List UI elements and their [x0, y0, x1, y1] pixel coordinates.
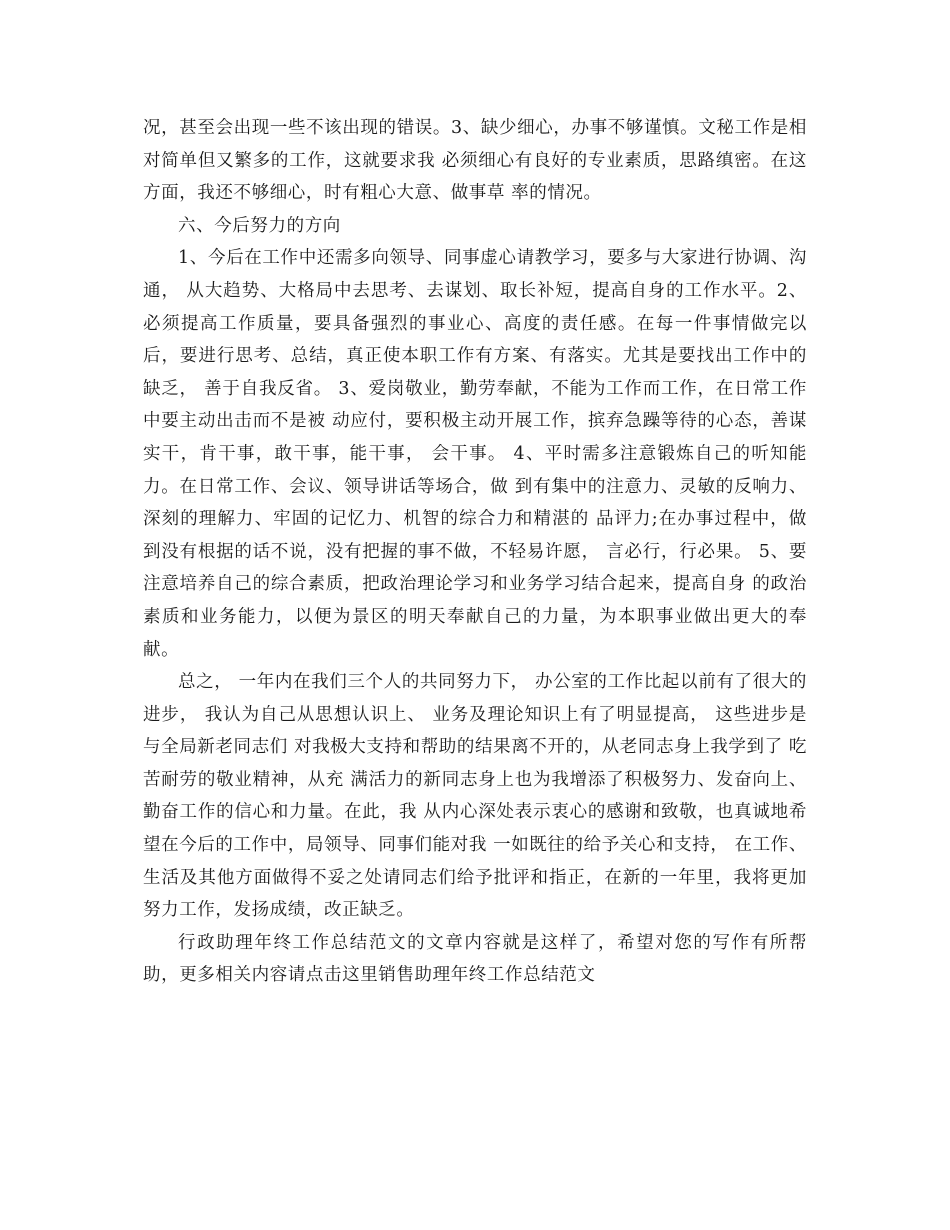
document-body: [143, 112, 807, 992]
section-heading-future-direction: 六、今后努力的方向: [178, 215, 341, 236]
paragraph-continued-shortcomings: 况，甚至会出现一些不该出现的错误。3、缺少细心，办事不够谨慎。文秘工作是相对简单但又繁多的工作，这就要求我 必须细心有良好的专业素质，思路缜密。在这方面，我还不够细心，时有粗心大意、做事草 率的情况。: [143, 118, 807, 204]
paragraph-improvement-plan: 1、今后在工作中还需多向领导、同事虚心请教学习，要多与大家进行协调、沟通， 从大趋势、大格局中去思考、去谋划、取长补短，提高自身的工作水平。2、必须提高工作质量，要具备强烈的事业心、高度的责任感。在每一件事情做完以后，要进行思考、总结，真正使本职工作有方案、有落实。尤其是要找出工作中的缺乏， 善于自我反省。 3、爱岗敬业，勤劳奉献，不能为工作而工作，在日常工作中要主动出击而不是被 动应付，要积极主动开展工作，摈弃急躁等待的心态，善谋实干，肯干事，敢干事，能干事， 会干事。 4、平时需多注意锻炼自己的听知能力。在日常工作、会议、领导讲话等场合，做 到有集中的注意力、灵敏的反响力、深刻的理解力、牢固的记忆力、机智的综合力和精湛的 品评力;在办事过程中，做到没有根据的话不说，没有把握的事不做，不轻易许愿， 言必行，行必果。 5、要注意培养自己的综合素质，把政治理论学习和业务学习结合起来，提高自身 的政治素质和业务能力，以便为景区的明天奉献自己的力量，为本职事业做出更大的奉献。: [143, 248, 807, 660]
paragraph-closing-note: 行政助理年终工作总结范文的文章内容就是这样了，希望对您的写作有所帮助，更多相关内容请点击这里销售助理年终工作总结范文: [143, 932, 807, 986]
paragraph-conclusion: 总之， 一年内在我们三个人的共同努力下， 办公室的工作比起以前有了很大的进步， 我认为自己从思想认识上、 业务及理论知识上有了明显提高， 这些进步是与全局新老同志们 对我极大支持和帮助的结果离不开的，从老同志身上我学到了 吃苦耐劳的敬业精神，从充 满活力的新同志身上也为我增添了积极努力、发奋向上、勤奋工作的信心和力量。在此，我 从内心深处表示衷心的感谢和致敬，也真诚地希望在今后的工作中，局领导、同事们能对我 一如既往的给予关心和支持， 在工作、 生活及其他方面做得不妥之处请同志们给予批评和指正，在新的一年里，我将更加努力工作，发扬成绩，改正缺乏。: [143, 672, 807, 921]
